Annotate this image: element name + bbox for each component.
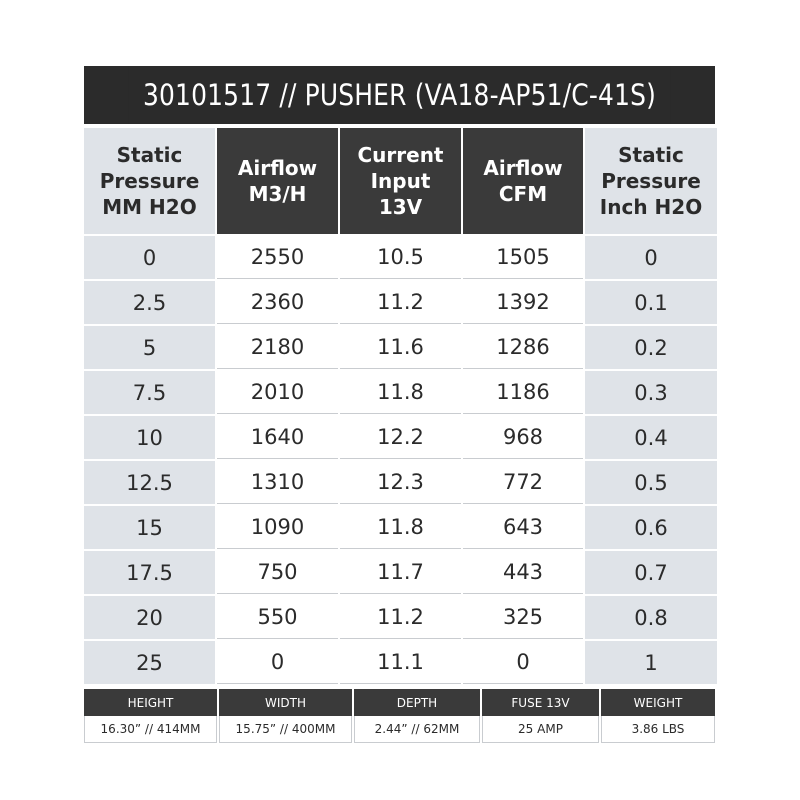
cell-static-pressure-mm: 7.5 — [84, 371, 215, 414]
cell-current-input: 11.2 — [340, 281, 461, 324]
cell-static-pressure-inch: 0.3 — [585, 371, 717, 414]
cell-airflow-m3h: 2010 — [217, 371, 338, 414]
cell-current-input: 11.8 — [340, 506, 461, 549]
cell-static-pressure-mm: 0 — [84, 236, 215, 279]
cell-static-pressure-inch: 0 — [585, 236, 717, 279]
spec-label-height: HEIGHT — [84, 689, 217, 716]
cell-static-pressure-mm: 15 — [84, 506, 215, 549]
cell-airflow-m3h: 550 — [217, 596, 338, 639]
cell-airflow-cfm: 443 — [463, 551, 583, 594]
cell-static-pressure-mm: 2.5 — [84, 281, 215, 324]
cell-airflow-m3h: 0 — [217, 641, 338, 684]
table-row — [84, 551, 715, 594]
spec-label-fuse: FUSE 13V — [482, 689, 599, 716]
title-bar — [84, 66, 715, 124]
spec-value-weight: 3.86 LBS — [601, 716, 715, 743]
cell-static-pressure-mm: 25 — [84, 641, 215, 684]
spec-label-depth: DEPTH — [354, 689, 480, 716]
page-title: 30101517 // PUSHER (VA18-AP51/C-41S) — [128, 66, 671, 124]
col-header-static-pressure-mm: Static Pressure MM H2O — [84, 128, 215, 234]
col-header-current-input: Current Input 13V — [340, 128, 461, 234]
cell-airflow-cfm: 968 — [463, 416, 583, 459]
cell-current-input: 12.2 — [340, 416, 461, 459]
table-row — [84, 371, 715, 414]
col-header-airflow-cfm: Airflow CFM — [463, 128, 583, 234]
cell-static-pressure-mm: 10 — [84, 416, 215, 459]
cell-static-pressure-inch: 1 — [585, 641, 717, 684]
spec-value-fuse: 25 AMP — [482, 716, 599, 743]
cell-airflow-m3h: 1640 — [217, 416, 338, 459]
cell-current-input: 11.6 — [340, 326, 461, 369]
cell-static-pressure-inch: 0.6 — [585, 506, 717, 549]
table-row — [84, 416, 715, 459]
cell-current-input: 11.7 — [340, 551, 461, 594]
cell-airflow-cfm: 0 — [463, 641, 583, 684]
cell-airflow-cfm: 643 — [463, 506, 583, 549]
cell-airflow-cfm: 1505 — [463, 236, 583, 279]
fan-spec-sheet — [84, 66, 715, 686]
cell-airflow-m3h: 750 — [217, 551, 338, 594]
spec-value-width: 15.75” // 400MM — [219, 716, 352, 743]
cell-current-input: 10.5 — [340, 236, 461, 279]
table-row — [84, 461, 715, 504]
cell-current-input: 12.3 — [340, 461, 461, 504]
cell-airflow-cfm: 1392 — [463, 281, 583, 324]
col-header-static-pressure-inch: Static Pressure Inch H2O — [585, 128, 717, 234]
cell-static-pressure-mm: 12.5 — [84, 461, 215, 504]
cell-static-pressure-mm: 5 — [84, 326, 215, 369]
cell-static-pressure-mm: 17.5 — [84, 551, 215, 594]
cell-airflow-cfm: 325 — [463, 596, 583, 639]
spec-label-weight: WEIGHT — [601, 689, 715, 716]
cell-airflow-cfm: 1186 — [463, 371, 583, 414]
spec-value-depth: 2.44” // 62MM — [354, 716, 480, 743]
table-row — [84, 596, 715, 639]
specs-header — [84, 689, 715, 716]
table-header — [84, 128, 715, 234]
cell-airflow-m3h: 1310 — [217, 461, 338, 504]
cell-airflow-m3h: 2180 — [217, 326, 338, 369]
cell-airflow-m3h: 2360 — [217, 281, 338, 324]
table-body — [84, 236, 715, 684]
cell-current-input: 11.1 — [340, 641, 461, 684]
cell-current-input: 11.2 — [340, 596, 461, 639]
cell-static-pressure-inch: 0.2 — [585, 326, 717, 369]
cell-static-pressure-inch: 0.5 — [585, 461, 717, 504]
table-row — [84, 281, 715, 324]
cell-airflow-m3h: 1090 — [217, 506, 338, 549]
cell-static-pressure-mm: 20 — [84, 596, 215, 639]
table-row — [84, 326, 715, 369]
table-row — [84, 236, 715, 279]
cell-airflow-cfm: 772 — [463, 461, 583, 504]
cell-static-pressure-inch: 0.1 — [585, 281, 717, 324]
spec-value-height: 16.30” // 414MM — [84, 716, 217, 743]
spec-label-width: WIDTH — [219, 689, 352, 716]
table-row — [84, 641, 715, 684]
cell-static-pressure-inch: 0.8 — [585, 596, 717, 639]
cell-airflow-cfm: 1286 — [463, 326, 583, 369]
cell-current-input: 11.8 — [340, 371, 461, 414]
table-row — [84, 506, 715, 549]
specs-values — [84, 716, 715, 743]
cell-static-pressure-inch: 0.4 — [585, 416, 717, 459]
cell-static-pressure-inch: 0.7 — [585, 551, 717, 594]
cell-airflow-m3h: 2550 — [217, 236, 338, 279]
specs-table — [84, 689, 715, 743]
col-header-airflow-m3h: Airflow M3/H — [217, 128, 338, 234]
